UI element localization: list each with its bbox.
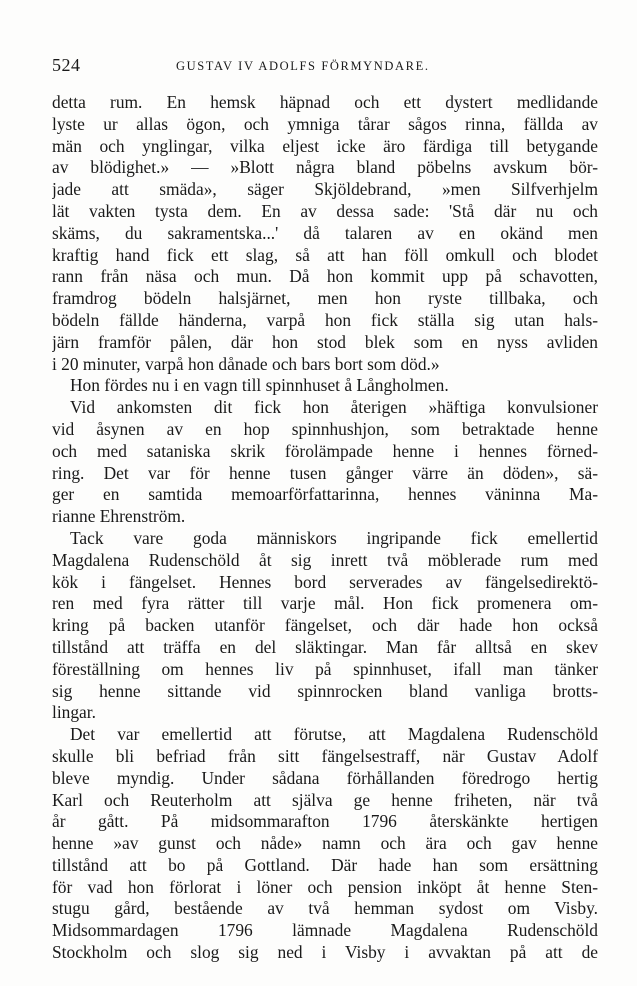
- text-line: män och ynglingar, vilka eljest icke äro färdiga till betygande: [52, 135, 598, 156]
- text-line: Hon fördes nu i en vagn till spinnhuset å Långholmen.: [70, 375, 449, 396]
- text-line: Midsommardagen 1796 lämnade Magdalena Rudenschöld: [52, 920, 598, 941]
- text-line: rianne Ehrenström.: [52, 506, 186, 527]
- text-line: år gått. På midsommarafton 1796 återskänkte hertigen: [52, 811, 598, 832]
- text-line: stugu gård, bestående av två hemman sydost om Visby.: [52, 898, 598, 919]
- text-line: ren med fyra rätter till varje mål. Hon fick promenera om-: [52, 593, 598, 614]
- body-text: [52, 92, 598, 964]
- text-line: bleve myndig. Under sådana förhållanden föredrogo hertig: [52, 767, 598, 788]
- text-line: ring. Det var för henne tusen gånger värre än döden», sä-: [52, 462, 598, 483]
- text-line: henne »av gunst och nåde» namn och ära och gav henne: [52, 833, 598, 854]
- text-line: detta rum. En hemsk häpnad och ett dystert medlidande: [52, 92, 598, 112]
- text-line: Vid ankomsten dit fick hon återigen »häftiga konvulsioner: [70, 397, 598, 418]
- text-line: tillstånd att träffa en del släktingar. Man får alltså en skev: [52, 636, 598, 657]
- page-number: 524: [52, 55, 81, 75]
- text-line: och med sataniska skrik förolämpade henne i hennes förned-: [52, 440, 598, 461]
- text-line: skäms, du sakramentska...' då talaren av en okänd men: [52, 222, 598, 243]
- text-line: kraftig hand fick ett slag, så att han föll omkull och blodet: [52, 244, 598, 265]
- text-line: för vad hon förlorat i löner och pension inköpt åt henne Sten-: [52, 876, 598, 897]
- text-line: Karl och Reuterholm att själva ge henne friheten, när två: [52, 789, 598, 810]
- text-line: ger en samtida memoarförfattarinna, hennes väninna Ma-: [52, 484, 598, 505]
- page-header: [52, 55, 592, 81]
- text-line: Magdalena Rudenschöld åt sig inrett två möblerade rum med: [52, 549, 598, 570]
- text-line: lät vakten tysta dem. En av dessa sade: 'Stå där nu och: [52, 200, 598, 221]
- text-line: bödeln fällde händerna, varpå hon fick ställa sig utan hals-: [52, 309, 598, 330]
- text-line: framdrog bödeln halsjärnet, men hon ryste tillbaka, och: [52, 288, 598, 309]
- text-line: sig henne sittande vid spinnrocken bland vanliga brotts-: [52, 680, 598, 701]
- text-line: kök i fängelset. Hennes bord serverades av fängelsedirektö-: [52, 571, 598, 592]
- text-line: järn framför pålen, där hon stod blek som en nyss avliden: [52, 331, 598, 352]
- text-line: Tack vare goda människors ingripande fick emellertid: [70, 527, 598, 548]
- text-line: Stockholm och slog sig ned i Visby i avvaktan på att de: [52, 942, 598, 963]
- running-title: GUSTAV IV ADOLFS FÖRMYNDARE.: [176, 59, 430, 73]
- text-line: av blödighet.» — »Blott några bland pöbelns avskum bör-: [52, 157, 598, 178]
- text-line: tillstånd att bo på Gottland. Där hade han som ersättning: [52, 854, 598, 875]
- text-line: vid åsynen av en hop spinnhushjon, som betraktade henne: [52, 418, 598, 439]
- text-line: skulle bli befriad från sitt fängelsestraff, när Gustav Adolf: [52, 745, 598, 766]
- text-line: Det var emellertid att förutse, att Magdalena Rudenschöld: [70, 724, 598, 745]
- text-line: lyste ur allas ögon, och ymniga tårar sågos rinna, fällda av: [52, 113, 598, 134]
- text-line: kring på backen utanför fängelset, och där hade hon också: [52, 615, 598, 636]
- text-line: föreställning om hennes liv på spinnhuset, ifall man tänker: [52, 658, 598, 679]
- text-line: rann från näsa och mun. Då hon kommit upp på schavotten,: [52, 266, 598, 287]
- text-line: i 20 minuter, varpå hon dånade och bars bort som död.»: [52, 353, 440, 374]
- text-line: lingar.: [52, 702, 96, 723]
- text-line: jade att smäda», säger Skjöldebrand, »men Silfverhjelm: [52, 179, 598, 200]
